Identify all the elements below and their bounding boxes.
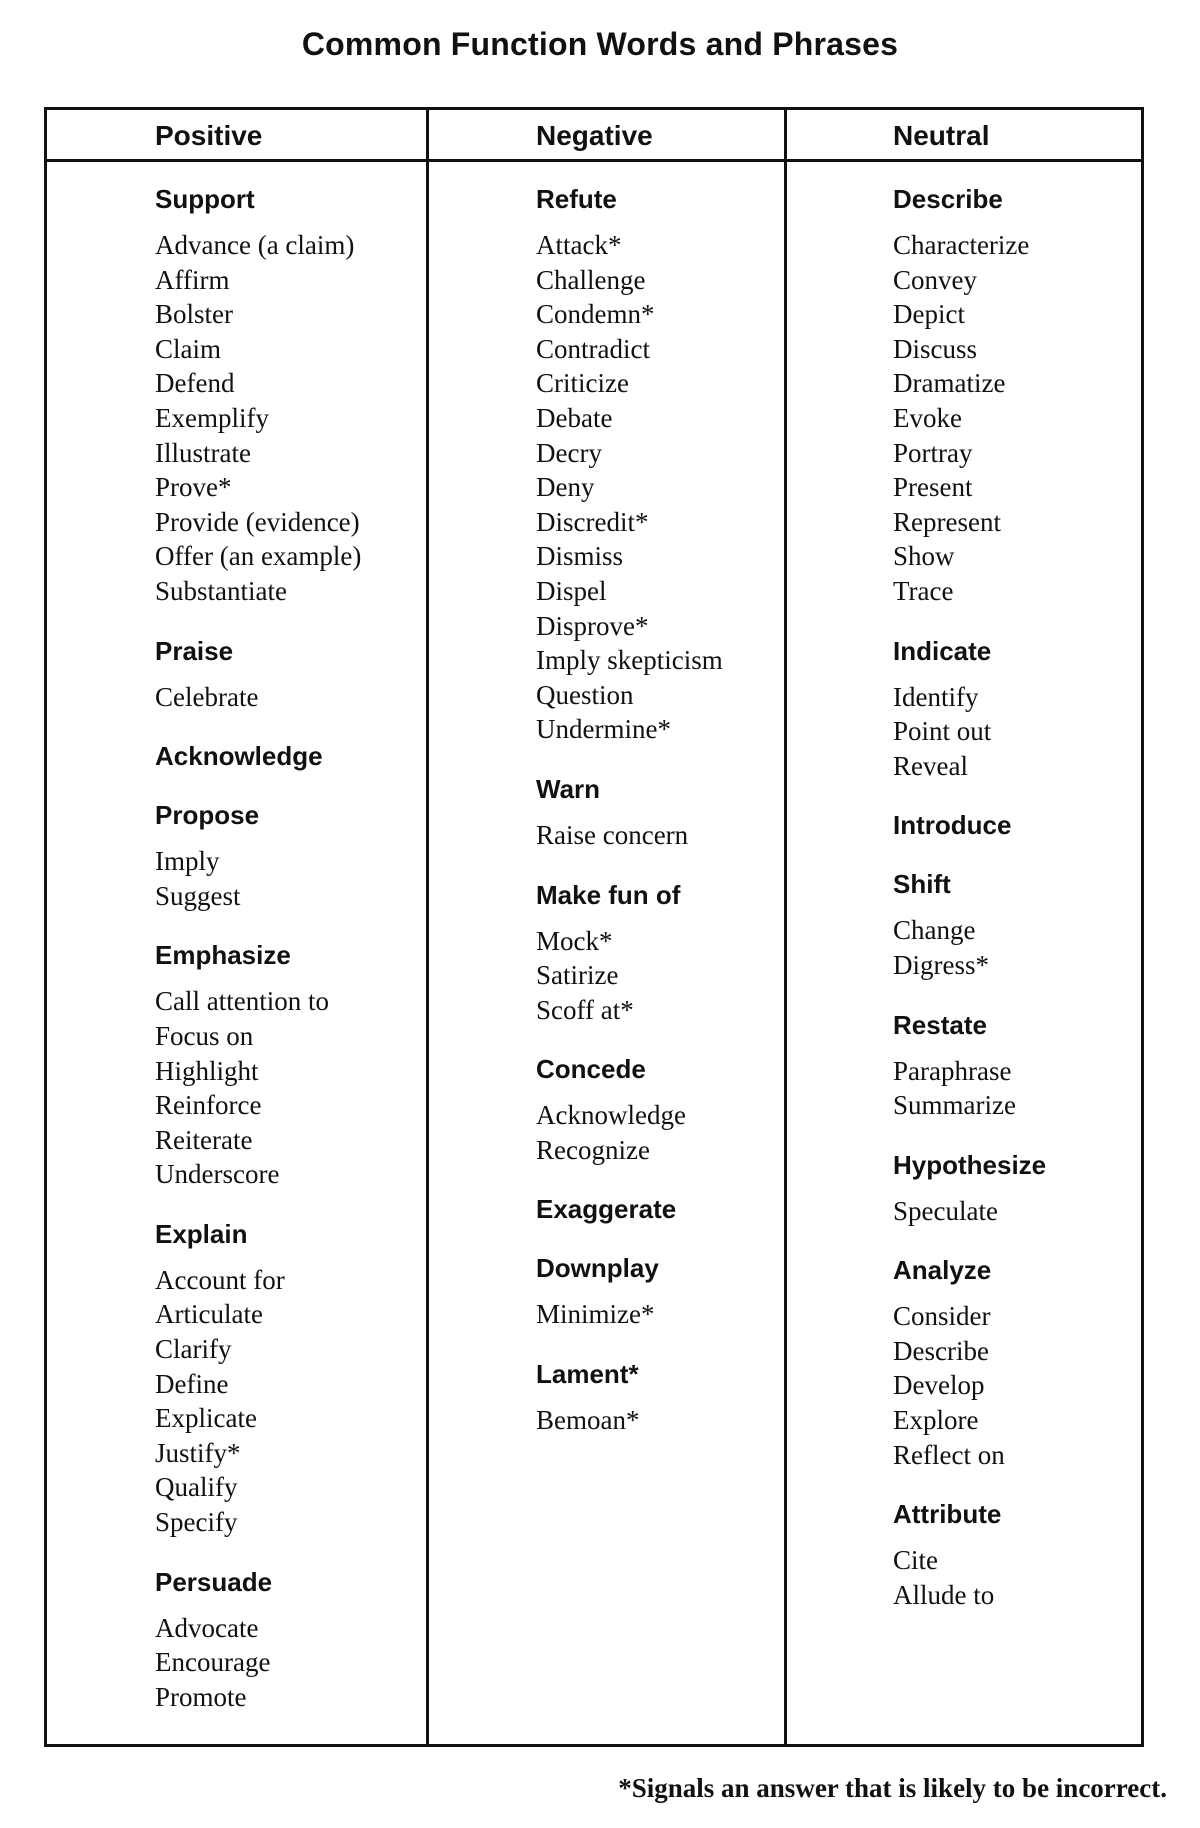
list-item: Trace <box>893 575 954 606</box>
group-heading: Acknowledge <box>155 741 323 772</box>
list-item: Dismiss <box>536 541 624 572</box>
group-heading: Exaggerate <box>536 1194 677 1225</box>
word-group <box>155 1217 361 1540</box>
function-words-table <box>44 107 1144 1747</box>
group-heading: Attribute <box>893 1499 1002 1530</box>
list-item: Articulate <box>155 1299 263 1330</box>
column-header-negative: Negative <box>536 120 653 151</box>
word-list <box>893 1299 1046 1472</box>
group-heading: Emphasize <box>155 940 291 971</box>
list-item: Identify <box>893 681 979 712</box>
column-divider <box>426 110 429 1744</box>
list-item: Characterize <box>893 230 1030 260</box>
list-item: Provide (evidence) <box>155 506 360 537</box>
word-list <box>893 1543 1046 1612</box>
word-list <box>155 1263 361 1540</box>
list-item: Exemplify <box>155 402 269 433</box>
list-item: Discuss <box>893 333 978 364</box>
group-heading: Praise <box>155 635 234 666</box>
list-item: Consider <box>893 1301 991 1332</box>
group-heading: Explain <box>155 1218 248 1249</box>
word-list <box>893 680 1046 784</box>
word-list <box>155 844 361 913</box>
list-item: Recognize <box>536 1134 650 1165</box>
group-heading: Restate <box>893 1009 987 1040</box>
list-item: Qualify <box>155 1472 238 1503</box>
word-list <box>536 818 723 853</box>
word-list <box>155 680 361 715</box>
list-item: Evoke <box>893 402 962 433</box>
word-group <box>536 1052 723 1167</box>
word-list <box>155 1611 361 1715</box>
word-group <box>893 634 1046 784</box>
list-item: Attack* <box>536 230 622 260</box>
list-item: Reveal <box>893 750 968 781</box>
word-list <box>536 1098 723 1167</box>
group-heading: Concede <box>536 1054 646 1085</box>
list-item: Encourage <box>155 1647 271 1678</box>
word-group <box>893 808 1046 842</box>
word-group <box>536 1357 723 1438</box>
list-item: Convey <box>893 264 977 295</box>
list-item: Offer (an example) <box>155 541 362 572</box>
list-item: Explore <box>893 1405 979 1436</box>
page-title: Common Function Words and Phrases <box>301 26 899 62</box>
list-item: Reflect on <box>893 1439 1005 1470</box>
group-heading: Shift <box>893 869 951 900</box>
word-list <box>893 1054 1046 1123</box>
list-item: Illustrate <box>155 437 251 468</box>
group-heading: Analyze <box>893 1255 992 1286</box>
list-item: Defend <box>155 368 235 399</box>
list-item: Bolster <box>155 299 233 330</box>
list-item: Cite <box>893 1545 938 1576</box>
list-item: Show <box>893 541 955 572</box>
word-list <box>536 924 723 1028</box>
word-group <box>536 182 723 747</box>
list-item: Define <box>155 1368 229 1399</box>
list-item: Clarify <box>155 1334 232 1365</box>
group-heading: Describe <box>893 184 1003 214</box>
list-item: Raise concern <box>536 819 689 850</box>
list-item: Disprove* <box>536 610 649 641</box>
list-item: Discredit* <box>536 506 649 537</box>
list-item: Underscore <box>155 1159 280 1190</box>
group-heading: Refute <box>536 184 617 214</box>
list-item: Scoff at* <box>536 994 634 1025</box>
word-list <box>155 228 361 609</box>
list-item: Represent <box>893 506 1001 537</box>
positive-column <box>155 182 361 1739</box>
list-item: Condemn* <box>536 299 655 330</box>
list-item: Account for <box>155 1264 285 1295</box>
list-item: Advocate <box>155 1612 259 1643</box>
group-heading: Persuade <box>155 1566 273 1597</box>
column-header-neutral: Neutral <box>893 120 990 151</box>
word-group <box>893 1008 1046 1123</box>
word-group <box>893 1253 1046 1472</box>
list-item: Claim <box>155 333 221 364</box>
word-group <box>536 772 723 853</box>
list-item: Dramatize <box>893 368 1006 399</box>
word-list <box>155 984 361 1192</box>
word-group <box>155 739 361 773</box>
list-item: Reinforce <box>155 1090 262 1121</box>
word-list <box>893 1194 1046 1229</box>
list-item: Minimize* <box>536 1299 655 1330</box>
list-item: Allude to <box>893 1579 995 1610</box>
list-item: Dispel <box>536 575 607 606</box>
word-group <box>536 878 723 1028</box>
list-item: Explicate <box>155 1403 257 1434</box>
word-group <box>155 1565 361 1715</box>
group-heading: Propose <box>155 800 260 831</box>
word-list <box>536 1403 723 1438</box>
list-item: Deny <box>536 472 595 503</box>
list-item: Imply <box>155 846 220 877</box>
list-item: Promote <box>155 1681 247 1712</box>
list-item: Portray <box>893 437 973 468</box>
word-group <box>536 1192 723 1226</box>
list-item: Challenge <box>536 264 646 295</box>
neutral-column <box>893 182 1046 1637</box>
list-item: Substantiate <box>155 575 287 606</box>
footnote: *Signals an answer that is likely to be incorrect. <box>618 1773 1167 1803</box>
list-item: Criticize <box>536 368 629 399</box>
list-item: Present <box>893 472 973 503</box>
group-heading: Support <box>155 184 255 214</box>
word-group <box>155 938 361 1192</box>
word-group <box>155 634 361 715</box>
list-item: Bemoan* <box>536 1405 640 1436</box>
word-group <box>893 867 1046 982</box>
list-item: Describe <box>893 1335 989 1366</box>
list-item: Speculate <box>893 1195 998 1226</box>
list-item: Specify <box>155 1507 238 1538</box>
group-heading: Make fun of <box>536 879 681 910</box>
group-heading: Indicate <box>893 635 992 666</box>
list-item: Paraphrase <box>893 1055 1012 1086</box>
group-heading: Hypothesize <box>893 1149 1047 1180</box>
word-group <box>893 1148 1046 1229</box>
list-item: Contradict <box>536 333 650 364</box>
word-group <box>155 182 361 609</box>
word-list <box>536 1297 723 1332</box>
list-item: Celebrate <box>155 681 259 712</box>
list-item: Depict <box>893 299 965 330</box>
list-item: Advance (a claim) <box>155 230 355 260</box>
list-item: Highlight <box>155 1055 259 1086</box>
word-list <box>536 228 723 747</box>
list-item: Acknowledge <box>536 1100 686 1131</box>
list-item: Change <box>893 915 976 946</box>
group-heading: Downplay <box>536 1253 659 1284</box>
list-item: Focus on <box>155 1020 254 1051</box>
list-item: Summarize <box>893 1090 1016 1121</box>
group-heading: Introduce <box>893 810 1012 841</box>
list-item: Call attention to <box>155 986 329 1017</box>
group-heading: Warn <box>536 773 601 804</box>
group-heading: Lament* <box>536 1359 639 1390</box>
list-item: Imply skepticism <box>536 645 723 676</box>
list-item: Justify* <box>155 1437 241 1468</box>
list-item: Suggest <box>155 880 241 911</box>
list-item: Reiterate <box>155 1124 253 1155</box>
list-item: Mock* <box>536 925 613 956</box>
column-divider <box>784 110 787 1744</box>
list-item: Decry <box>536 437 602 468</box>
list-item: Affirm <box>155 264 230 295</box>
list-item: Develop <box>893 1370 985 1401</box>
negative-column <box>536 182 723 1463</box>
list-item: Question <box>536 679 634 710</box>
word-list <box>893 228 1046 609</box>
word-group <box>893 182 1046 609</box>
word-group <box>155 798 361 913</box>
list-item: Satirize <box>536 960 619 991</box>
list-item: Undermine* <box>536 714 671 745</box>
list-item: Point out <box>893 716 992 747</box>
word-group <box>893 1497 1046 1612</box>
word-list <box>893 913 1046 982</box>
column-header-positive: Positive <box>155 120 263 151</box>
list-item: Prove* <box>155 472 232 503</box>
word-group <box>536 1251 723 1332</box>
list-item: Digress* <box>893 949 989 980</box>
list-item: Debate <box>536 402 613 433</box>
